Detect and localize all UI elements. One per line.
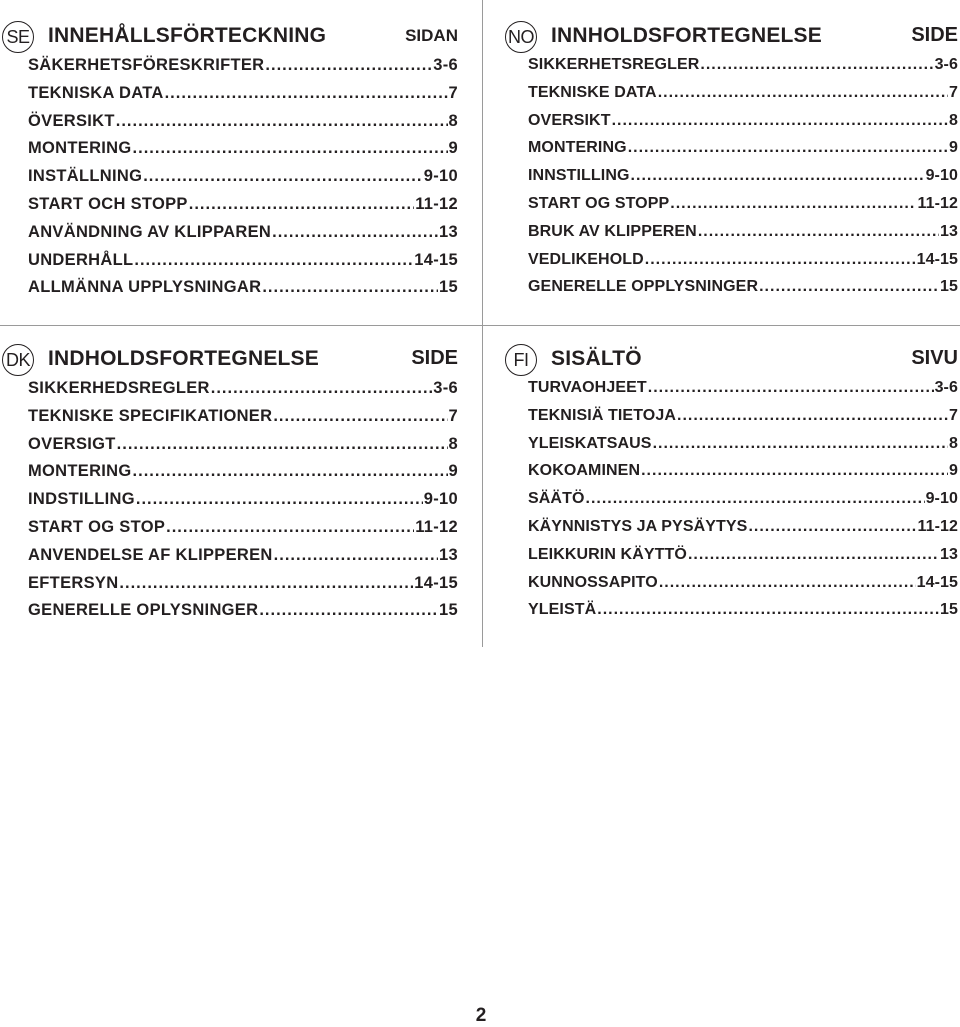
section-header — [503, 343, 958, 377]
toc-entry-page: 3-6 — [433, 56, 458, 74]
toc-section-no — [503, 20, 958, 296]
dot-leader — [586, 490, 925, 508]
toc-entry-page: 3-6 — [433, 379, 458, 397]
toc-entry-page: 8 — [949, 111, 958, 129]
toc-entry — [28, 379, 458, 407]
toc-entry-label: VEDLIKEHOLD — [528, 250, 644, 268]
toc-entry-label: UNDERHÅLL — [28, 250, 134, 269]
dot-leader — [166, 518, 414, 537]
language-badge-se: SE — [2, 21, 34, 53]
toc-entry — [528, 251, 958, 279]
toc-entry-label: GENERELLE OPLYSNINGER — [28, 601, 259, 620]
toc-entry — [28, 84, 458, 112]
toc-entry — [528, 379, 958, 407]
dot-leader — [670, 195, 916, 213]
toc-entry-label: INDSTILLING — [28, 490, 135, 509]
language-badge-no: NO — [505, 21, 537, 53]
toc-entry-page: 14-15 — [916, 573, 958, 591]
dot-leader — [628, 139, 948, 157]
toc-entry-label: SÄKERHETSFÖRESKRIFTER — [28, 56, 265, 74]
toc-entry-label: TEKNISKA DATA — [28, 83, 164, 102]
dot-leader — [700, 56, 933, 74]
toc-entry — [528, 167, 958, 195]
toc-entry-label: GENERELLE OPPLYSNINGER — [528, 278, 759, 296]
dot-leader — [117, 435, 448, 454]
toc-entry-page: 3-6 — [934, 379, 958, 396]
toc-entry — [28, 56, 458, 84]
section-header — [503, 20, 958, 54]
toc-entry-page: 8 — [448, 434, 458, 453]
toc-list — [528, 56, 958, 306]
page-column-label: SIVU — [911, 347, 958, 369]
section-title: SISÄLTÖ — [551, 347, 642, 370]
toc-entry — [28, 195, 458, 223]
toc-entry-label: MONTERING — [28, 462, 132, 481]
toc-entry-label: TEKNISIÄ TIETOJA — [528, 406, 676, 424]
toc-entry — [528, 490, 958, 518]
toc-entry — [528, 407, 958, 435]
toc-entry-page: 9-10 — [925, 167, 958, 185]
toc-entry-label: INSTÄLLNING — [28, 167, 143, 186]
dot-leader — [612, 112, 948, 130]
toc-entry-label: INNSTILLING — [528, 167, 630, 185]
toc-entry — [28, 490, 458, 518]
dot-leader — [645, 251, 916, 269]
toc-entry-page: 15 — [940, 601, 958, 619]
toc-entry-page: 7 — [448, 406, 458, 425]
toc-entry-page: 13 — [940, 545, 958, 563]
toc-entry-page: 13 — [439, 545, 458, 564]
toc-entry — [528, 462, 958, 490]
toc-entry — [28, 167, 458, 195]
toc-entry — [28, 139, 458, 167]
toc-entry — [28, 278, 458, 306]
toc-entry-page: 7 — [949, 406, 958, 424]
dot-leader — [136, 490, 423, 509]
toc-entry-page: 9-10 — [423, 167, 458, 186]
toc-entry-label: ALLMÄNNA UPPLYSNINGAR — [28, 278, 262, 297]
toc-entry — [28, 407, 458, 435]
toc-entry — [528, 139, 958, 167]
dot-leader — [658, 84, 948, 102]
dot-leader — [677, 407, 948, 425]
toc-entry — [528, 574, 958, 602]
dot-leader — [597, 601, 939, 619]
language-badge-dk: DK — [2, 344, 34, 376]
toc-entry — [528, 112, 958, 140]
dot-leader — [272, 223, 438, 242]
toc-entry-page: 13 — [439, 222, 458, 241]
toc-entry-page: 9 — [949, 139, 958, 157]
toc-entry-label: KUNNOSSAPITO — [528, 573, 658, 591]
toc-entry — [528, 84, 958, 112]
dot-leader — [189, 195, 414, 214]
dot-leader — [759, 278, 939, 296]
toc-entry-page: 14-15 — [414, 573, 458, 592]
page-column-label: SIDAN — [405, 26, 458, 45]
toc-entry-label: START OG STOP — [28, 517, 166, 536]
dot-leader — [133, 462, 448, 481]
dot-leader — [748, 518, 916, 536]
page-number: 2 — [475, 1005, 487, 1026]
toc-entry-label: SÄÄTÖ — [528, 490, 585, 508]
toc-entry — [28, 462, 458, 490]
toc-entry-page: 9 — [448, 139, 458, 158]
toc-list — [28, 56, 458, 306]
toc-entry-label: BRUK AV KLIPPEREN — [528, 222, 697, 240]
toc-entry-page: 9-10 — [423, 490, 458, 509]
toc-entry-label: TURVAOHJEET — [528, 379, 647, 396]
dot-leader — [211, 379, 433, 398]
toc-entry — [28, 574, 458, 602]
dot-leader — [165, 84, 448, 103]
toc-entry-page: 7 — [949, 83, 958, 101]
row-divider — [0, 325, 960, 326]
toc-entry-label: LEIKKURIN KÄYTTÖ — [528, 545, 687, 563]
dot-leader — [134, 251, 413, 270]
toc-entry-page: 3-6 — [934, 56, 958, 73]
toc-entry-page: 11-12 — [415, 194, 458, 213]
language-badge-fi: FI — [505, 344, 537, 376]
toc-entry-page: 11-12 — [917, 194, 958, 212]
toc-entry — [528, 195, 958, 223]
dot-leader — [262, 278, 438, 297]
toc-entry-label: START OG STOPP — [528, 194, 670, 212]
toc-entry-page: 11-12 — [415, 517, 458, 536]
toc-entry — [528, 223, 958, 251]
dot-leader — [143, 167, 423, 186]
toc-entry-page: 14-15 — [414, 250, 458, 269]
toc-entry-label: START OCH STOPP — [28, 194, 188, 213]
toc-entry-label: MONTERING — [528, 139, 627, 157]
toc-entry-label: EFTERSYN — [28, 573, 119, 592]
toc-entry-page: 15 — [940, 278, 958, 296]
toc-section-dk — [0, 343, 458, 620]
toc-entry — [28, 223, 458, 251]
toc-entry-page: 15 — [439, 278, 458, 297]
toc-entry-page: 9 — [949, 462, 958, 480]
dot-leader — [648, 379, 934, 397]
toc-entry-label: MONTERING — [28, 139, 132, 158]
toc-entry — [528, 435, 958, 463]
dot-leader — [133, 139, 448, 158]
toc-entry-label: YLEISKATSAUS — [528, 434, 652, 452]
toc-entry-label: ANVÄNDNING AV KLIPPAREN — [28, 222, 272, 241]
toc-entry-label: TEKNISKE SPECIFIKATIONER — [28, 406, 273, 425]
toc-entry-label: SIKKERHETSREGLER — [528, 56, 700, 73]
dot-leader — [116, 112, 448, 131]
toc-entry-label: OVERSIKT — [528, 111, 611, 129]
dot-leader — [698, 223, 939, 241]
dot-leader — [688, 546, 939, 564]
dot-leader — [659, 574, 916, 592]
dot-leader — [265, 56, 432, 75]
toc-entry — [528, 278, 958, 306]
toc-entry-label: ANVENDELSE AF KLIPPEREN — [28, 545, 273, 564]
toc-entry — [28, 601, 458, 629]
toc-entry — [28, 251, 458, 279]
dot-leader — [119, 574, 413, 593]
toc-entry-label: KOKOAMINEN — [528, 462, 641, 480]
dot-leader — [259, 601, 438, 620]
page-column-label: SIDE — [411, 347, 458, 369]
section-title: INNHOLDSFORTEGNELSE — [551, 24, 822, 47]
toc-entry-page: 11-12 — [917, 517, 958, 535]
toc-entry — [528, 56, 958, 84]
column-divider-top — [482, 0, 483, 325]
toc-entry-label: OVERSIGT — [28, 434, 116, 453]
toc-entry — [28, 435, 458, 463]
toc-list — [28, 379, 458, 629]
toc-list — [528, 379, 958, 629]
section-title: INNEHÅLLSFÖRTECKNING — [48, 24, 327, 47]
toc-entry — [528, 601, 958, 629]
toc-entry-label: SIKKERHEDSREGLER — [28, 379, 210, 397]
toc-section-fi — [503, 343, 958, 619]
toc-entry-page: 9-10 — [925, 490, 958, 508]
toc-entry-page: 7 — [448, 83, 458, 102]
toc-entry-page: 8 — [448, 111, 458, 130]
toc-section-se — [0, 20, 458, 297]
page-column-label: SIDE — [911, 24, 958, 46]
dot-leader — [641, 462, 948, 480]
toc-entry — [28, 546, 458, 574]
toc-entry — [28, 518, 458, 546]
toc-entry-page: 14-15 — [916, 250, 958, 268]
dot-leader — [631, 167, 925, 185]
section-title: INDHOLDSFORTEGNELSE — [48, 347, 319, 370]
toc-entry-label: YLEISTÄ — [528, 601, 597, 619]
toc-entry — [28, 112, 458, 140]
dot-leader — [273, 407, 447, 426]
section-header — [0, 343, 458, 377]
dot-leader — [274, 546, 438, 565]
column-divider-bottom — [482, 325, 483, 647]
toc-entry-label: ÖVERSIKT — [28, 111, 115, 130]
section-header — [0, 20, 458, 54]
toc-entry-label: KÄYNNISTYS JA PYSÄYTYS — [528, 517, 748, 535]
toc-entry-page: 8 — [949, 434, 958, 452]
dot-leader — [653, 435, 948, 453]
toc-entry-label: TEKNISKE DATA — [528, 83, 657, 101]
toc-entry-page: 13 — [940, 222, 958, 240]
toc-entry — [528, 546, 958, 574]
toc-entry-page: 15 — [439, 601, 458, 620]
toc-entry — [528, 518, 958, 546]
toc-entry-page: 9 — [448, 462, 458, 481]
